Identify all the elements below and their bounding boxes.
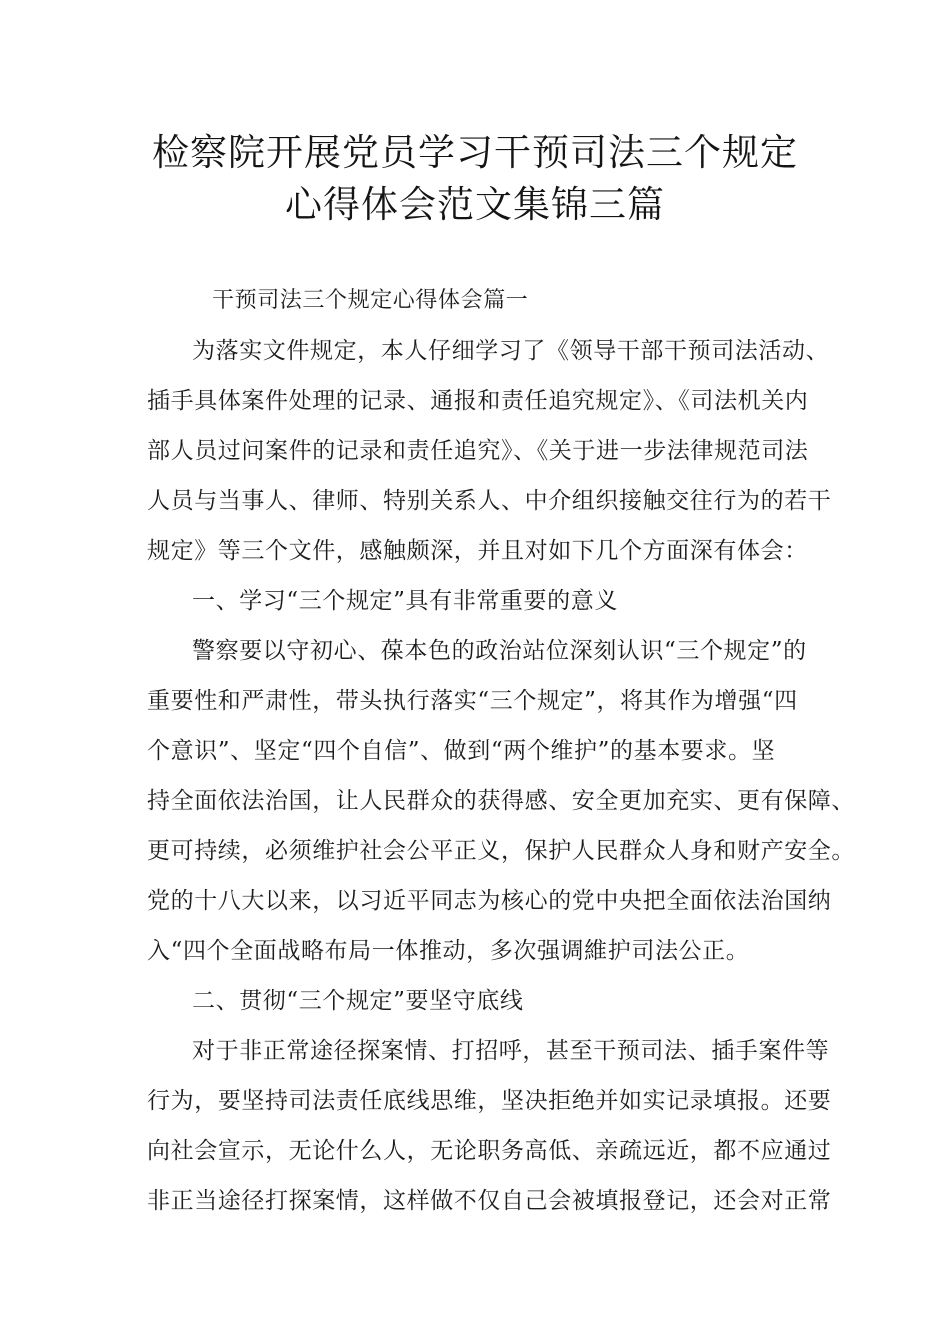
paragraph-line: 警察要以守初心、葆本色的政治站位深刻认识“三个规定”的 [192,638,807,664]
document-title-line-2: 心得体会范文集锦三篇 [285,183,665,226]
paragraph-line: 非正当途径打探案情，这样做不仅自己会被填报登记，还会对正常 [147,1188,832,1214]
paragraph-line: 个意识”、坚定“四个自信”、做到“两个维护”的基本要求。坚 [147,738,776,764]
section-heading-1: 一、学习“三个规定”具有非常重要的意义 [192,588,618,614]
paragraph-line: 为落实文件规定，本人仔细学习了《领导干部干预司法活动、 [192,338,830,364]
paragraph-line: 重要性和严肃性，带头执行落实“三个规定”，将其作为增强“四 [147,688,798,714]
paragraph-line: 规定》等三个文件，感触颇深，并且对如下几个方面深有体会： [147,538,808,564]
paragraph-line: 向社会宣示，无论什么人，无论职务高低、亲疏远近，都不应通过 [147,1138,832,1164]
section-heading-2: 二、贯彻“三个规定”要坚守底线 [192,988,524,1014]
paragraph-line: 行为，要坚持司法责任底线思维，坚决拒绝并如实记录填报。还要 [147,1088,832,1114]
section-subtitle: 干预司法三个规定心得体会篇一 [212,288,529,313]
paragraph-line: 插手具体案件处理的记录、通报和责任追究规定》、《司法机关内 [147,388,809,414]
paragraph-line: 入“四个全面战略布局一体推动，多次强调維护司法公正。 [147,938,750,964]
paragraph-line: 人员与当事人、律师、特别关系人、中介组织接触交往行为的若干 [147,488,832,514]
paragraph-line: 部人员过问案件的记录和责任追究》、《关于进一步法律规范司法 [147,438,809,464]
paragraph-line: 党的十八大以来，以习近平同志为核心的党中央把全面依法治国纳 [147,888,832,914]
paragraph-line: 对于非正常途径探案情、打招呼，甚至干预司法、插手案件等 [192,1038,830,1064]
paragraph-line: 更可持续，必须维护社会公平正义，保护人民群众人身和财产安全。 [147,838,855,864]
paragraph-line: 持全面依法治国，让人民群众的获得感、安全更加充实、更有保障、 [147,788,855,814]
document-title-line-1: 检察院开展党员学习干预司法三个规定 [152,131,798,174]
